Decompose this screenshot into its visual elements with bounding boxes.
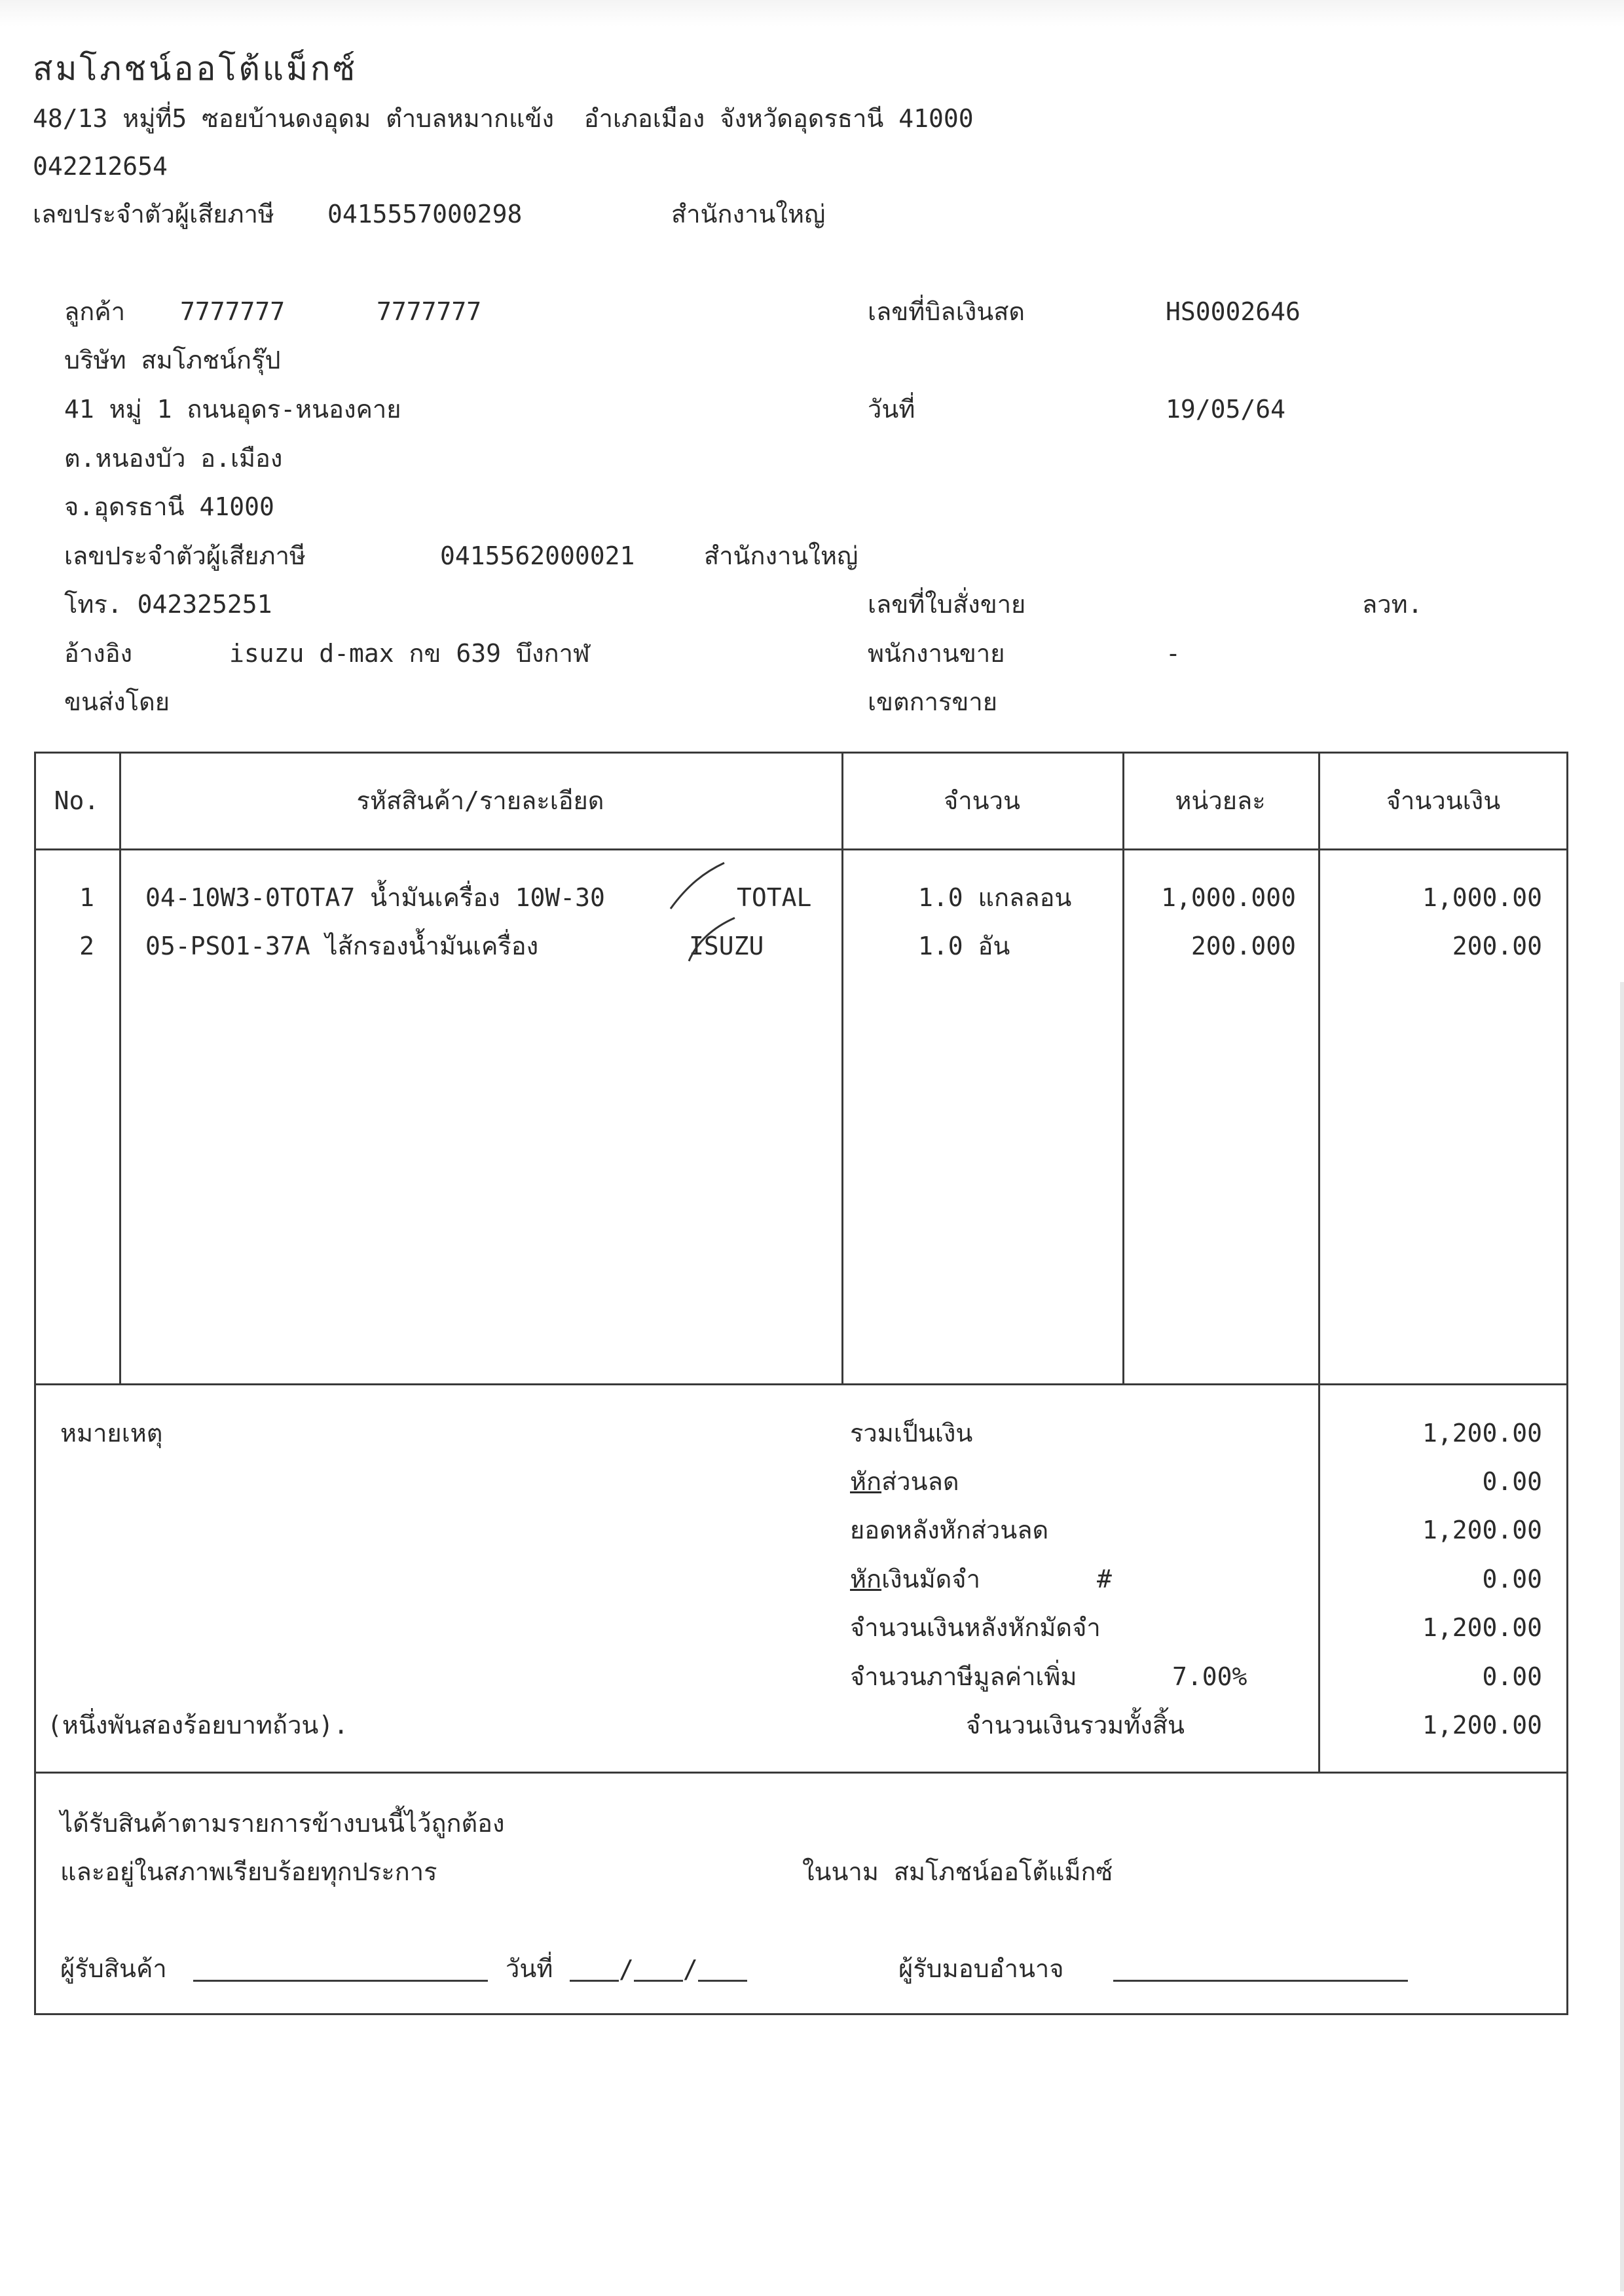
grand-total-label: จำนวนเงินรวมทั้งสิ้น	[966, 1711, 1185, 1740]
check-mark-row-2	[689, 918, 735, 961]
after-deposit-value: 1,200.00	[1422, 1613, 1542, 1642]
subtotal-value: 1,200.00	[1422, 1419, 1542, 1448]
col-header-description: รหัสสินค้า/รายละเอียด	[356, 786, 604, 815]
sales-area-label: เขตการขาย	[868, 687, 997, 716]
amount-in-words: (หนึ่งพันสองร้อยบาทถ้วน).	[47, 1711, 349, 1740]
receive-date-blank: / /	[570, 1956, 747, 1982]
deposit-value: 0.00	[1482, 1565, 1542, 1594]
authorized-signature-line	[1113, 1956, 1408, 1982]
col-header-unit-price: หน่วยละ	[1175, 786, 1266, 815]
receiver-label: ผู้รับสินค้า	[60, 1954, 167, 1983]
subtotal-label: รวมเป็นเงิน	[850, 1419, 973, 1448]
bill-date-label: วันที่	[868, 395, 915, 424]
customer-tax-id: 0415562000021	[440, 541, 635, 570]
row-2-quantity: 1.0 อัน	[918, 932, 1010, 960]
row-1-unit-price: 1,000.000	[1161, 883, 1296, 912]
items-divider	[34, 1383, 1568, 1385]
after-discount-value: 1,200.00	[1422, 1516, 1542, 1544]
customer-address-1: 41 หมู่ 1 ถนนอุดร-หนองคาย	[64, 395, 401, 424]
row-2-unit-price: 200.000	[1190, 932, 1296, 960]
remark-label: หมายเหตุ	[60, 1419, 163, 1448]
scan-right-edge	[1620, 982, 1624, 2291]
salesperson-label: พนักงานขาย	[868, 639, 1005, 668]
bill-number: HS0002646	[1166, 297, 1301, 326]
bill-number-label: เลขที่บิลเงินสด	[868, 297, 1025, 326]
col-divider-2	[841, 752, 843, 1383]
bill-date: 19/05/64	[1166, 395, 1286, 424]
reference-value: isuzu d-max กข 639 บึงกาฬ	[229, 639, 590, 668]
row-2-no: 2	[79, 932, 94, 960]
col-header-amount: จำนวนเงิน	[1386, 786, 1501, 815]
receipt-statement-line-1: ได้รับสินค้าตามรายการข้างบนนี้ไว้ถูกต้อง	[60, 1809, 505, 1838]
row-2-amount: 200.00	[1452, 932, 1542, 960]
row-1-brand: TOTAL	[737, 883, 812, 912]
vat-value: 0.00	[1482, 1662, 1542, 1691]
customer-name: บริษัท สมโภชน์กรุ๊ป	[64, 346, 281, 374]
row-1-description: 04-10W3-0TOTA7 น้ำมันเครื่อง 10W-30	[145, 883, 605, 912]
receive-date-label: วันที่	[506, 1954, 553, 1983]
customer-phone: โทร. 042325251	[64, 590, 272, 619]
customer-branch: สำนักงานใหญ่	[704, 541, 858, 570]
row-2-brand: ISUZU	[689, 932, 764, 960]
discount-text: ส่วนลด	[881, 1467, 959, 1496]
row-1-no: 1	[79, 883, 94, 912]
customer-code-1: 7777777	[180, 297, 286, 326]
after-deposit-label: จำนวนเงินหลังหักมัดจำ	[850, 1613, 1101, 1642]
reference-label: อ้างอิง	[64, 639, 133, 668]
row-2-description: 05-PSO1-37A ไส้กรองน้ำมันเครื่อง	[145, 932, 539, 960]
company-tax-id: 0415557000298	[327, 200, 523, 228]
handwritten-check-marks	[661, 851, 740, 975]
row-1-amount: 1,000.00	[1422, 883, 1542, 912]
grand-total-value: 1,200.00	[1422, 1711, 1542, 1740]
customer-address-2: ต.หนองบัว อ.เมือง	[64, 444, 283, 473]
company-name: สมโภชน์ออโต้แม็กซ์	[33, 50, 358, 88]
customer-tax-label: เลขประจำตัวผู้เสียภาษี	[64, 541, 306, 570]
customer-code-2: 7777777	[377, 297, 482, 326]
vat-label: จำนวนภาษีมูลค่าเพิ่ม	[850, 1662, 1077, 1691]
sales-order-value: ลวท.	[1362, 590, 1423, 619]
deposit-label	[850, 1567, 980, 1592]
deposit-hash: #	[1097, 1565, 1112, 1594]
totals-divider	[34, 1772, 1568, 1774]
discount-prefix: หัก	[850, 1467, 882, 1496]
col-divider-3	[1122, 752, 1124, 1383]
company-address: 48/13 หมู่ที่5 ซอยบ้านดงอุดม ตำบลหมากแข้ง อำเภอเมือง จังหวัดอุดรธานี 41000	[33, 104, 974, 133]
customer-label: ลูกค้า	[64, 297, 126, 326]
discount-value: 0.00	[1482, 1467, 1542, 1496]
customer-address-3: จ.อุดรธานี 41000	[64, 492, 274, 521]
receiver-signature-line	[193, 1956, 488, 1982]
after-discount-label: ยอดหลังหักส่วนลด	[850, 1516, 1049, 1544]
discount-label	[850, 1469, 959, 1494]
authorized-label: ผู้รับมอบอำนาจ	[898, 1954, 1064, 1983]
row-1-quantity: 1.0 แกลลอน	[918, 883, 1072, 912]
receipt-statement-line-2: และอยู่ในสภาพเรียบร้อยทุกประการ	[60, 1857, 437, 1886]
shipping-label: ขนส่งโดย	[64, 687, 170, 716]
vat-rate: 7.00%	[1172, 1662, 1247, 1691]
company-phone: 042212654	[33, 152, 168, 181]
header-divider	[34, 848, 1568, 850]
sales-order-label: เลขที่ใบสั่งขาย	[868, 590, 1026, 619]
company-tax-label: เลขประจำตัวผู้เสียภาษี	[33, 200, 274, 228]
col-header-no: No.	[54, 786, 100, 815]
company-branch: สำนักงานใหญ่	[671, 200, 826, 228]
col-header-quantity: จำนวน	[944, 786, 1020, 815]
scan-top-shadow	[0, 0, 1624, 26]
on-behalf-of: ในนาม สมโภชน์ออโต้แม็กซ์	[802, 1857, 1113, 1886]
deposit-prefix: หัก	[850, 1565, 882, 1594]
salesperson-value: -	[1166, 639, 1181, 668]
col-divider-1	[119, 752, 121, 1383]
deposit-text: เงินมัดจำ	[881, 1565, 980, 1594]
check-mark-row-1	[671, 863, 724, 909]
